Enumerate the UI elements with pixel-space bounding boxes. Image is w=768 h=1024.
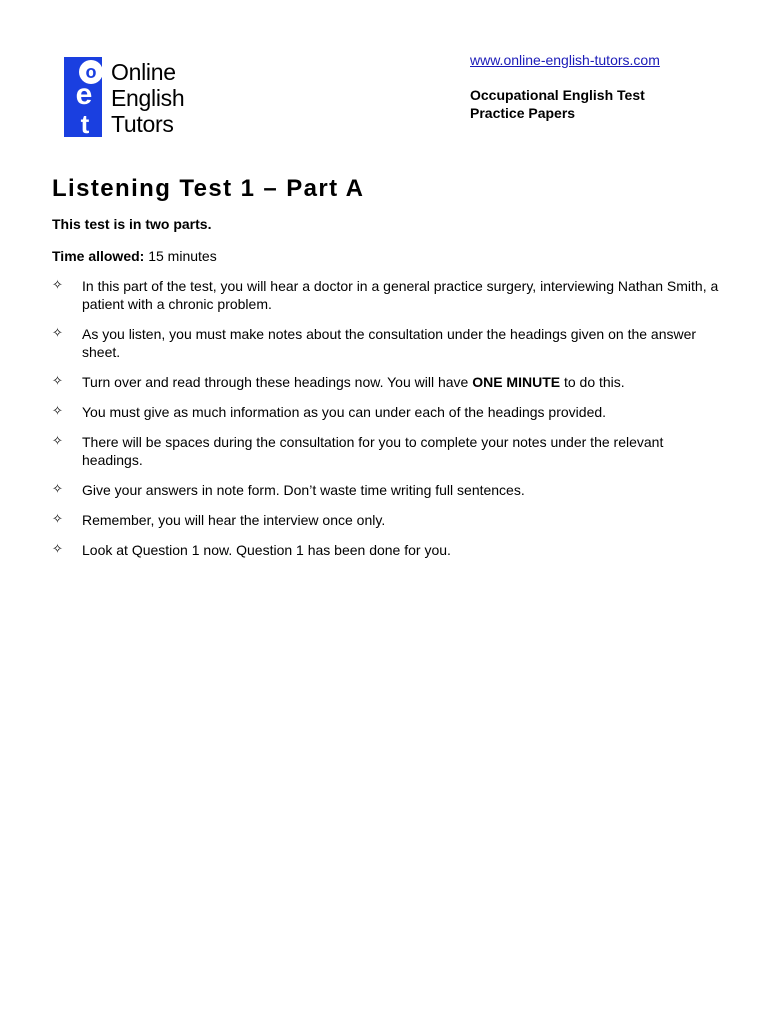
instruction-item [52, 325, 722, 361]
logo-letter-e: e [75, 78, 93, 111]
bullet-star-icon: ✧ [52, 482, 63, 497]
logo-line-english: English [111, 85, 185, 111]
logo-line-online: Online [111, 59, 176, 85]
document-series-title [470, 86, 760, 122]
bullet-star-icon: ✧ [52, 512, 63, 527]
instruction-text: You must give as much information as you can under each of the headings provided. [82, 404, 607, 420]
instruction-text-before: Turn over and read through these headings now. You will have [82, 374, 473, 390]
instruction-text: Look at Question 1 now. Question 1 has been done for you. [82, 542, 451, 558]
instruction-text: In this part of the test, you will hear a doctor in a general practice surgery, interviewing Nathan Smith, a patient with a chronic problem. [82, 278, 719, 312]
instruction-item [52, 403, 722, 421]
instruction-item [52, 433, 722, 469]
bullet-star-icon: ✧ [52, 278, 63, 293]
logo-line-tutors: Tutors [111, 111, 174, 137]
instruction-item [52, 481, 722, 499]
instruction-item [52, 373, 722, 391]
instruction-text: As you listen, you must make notes about the consultation under the headings given on the answer sheet. [82, 326, 697, 360]
document-header [470, 51, 760, 122]
logo-letter-t: t [80, 109, 90, 137]
instructions-list [52, 277, 722, 571]
oet-logo [64, 57, 199, 137]
instruction-text: Give your answers in note form. Don’t waste time writing full sentences. [82, 482, 525, 498]
instruction-item [52, 277, 722, 313]
bullet-star-icon: ✧ [52, 326, 63, 341]
website-link[interactable]: www.online-english-tutors.com [470, 52, 660, 68]
intro-text: This test is in two parts. [52, 216, 212, 232]
time-allowed [52, 247, 217, 265]
logo-letter-o: o [85, 62, 97, 82]
bullet-star-icon: ✧ [52, 434, 63, 449]
instruction-text-emphasis: ONE MINUTE [472, 374, 561, 390]
instruction-text: There will be spaces during the consultation for you to complete your notes under the relevant headings. [82, 434, 664, 468]
instruction-text-after: to do this. [560, 374, 625, 390]
bullet-star-icon: ✧ [52, 404, 63, 419]
instruction-item [52, 541, 722, 559]
instruction-item [52, 511, 722, 529]
instruction-text: Remember, you will hear the interview once only. [82, 512, 386, 528]
logo-wordmark [111, 59, 184, 137]
oet-logo-mark [64, 57, 102, 137]
bullet-star-icon: ✧ [52, 374, 63, 389]
series-title-line-2: Practice Papers [470, 105, 576, 121]
time-allowed-value: 15 minutes [144, 248, 217, 264]
instruction-text [82, 374, 625, 390]
bullet-star-icon: ✧ [52, 542, 63, 557]
time-allowed-label: Time allowed: [52, 248, 145, 264]
page-title: Listening Test 1 – Part A [52, 175, 365, 202]
series-title-line-1: Occupational English Test [470, 87, 645, 103]
